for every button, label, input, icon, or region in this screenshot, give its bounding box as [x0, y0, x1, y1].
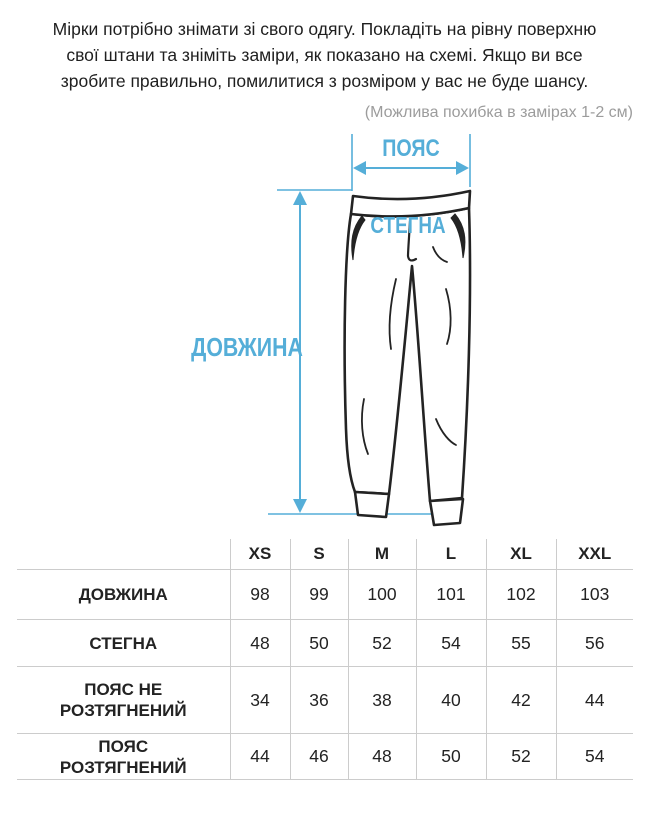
size-column-header: XS [230, 539, 290, 570]
row-label-text: СТЕГНА [89, 633, 158, 653]
size-value-cell: 40 [416, 667, 486, 734]
size-value-cell: 52 [486, 734, 556, 780]
tolerance-note: (Можлива похибка в замірах 1-2 см) [364, 104, 633, 121]
size-value-cell: 102 [486, 570, 556, 620]
size-value-cell: 103 [556, 570, 633, 620]
size-column-header: XXL [556, 539, 633, 570]
size-value-cell: 50 [416, 734, 486, 780]
size-value-cell: 38 [348, 667, 416, 734]
size-value-cell: 100 [348, 570, 416, 620]
size-value-cell: 52 [348, 620, 416, 667]
size-value-cell: 54 [556, 734, 633, 780]
size-value-cell: 48 [230, 620, 290, 667]
size-value-cell: 48 [348, 734, 416, 780]
length-label: ДОВЖИНА [191, 332, 303, 362]
size-value-cell: 55 [486, 620, 556, 667]
size-value-cell: 44 [230, 734, 290, 780]
size-chart-table [17, 539, 633, 780]
size-value-cell: 44 [556, 667, 633, 734]
size-value-cell: 34 [230, 667, 290, 734]
hips-label: СТЕГНА [370, 212, 446, 238]
size-value-cell: 50 [290, 620, 348, 667]
size-column-header: XL [486, 539, 556, 570]
pants-measurement-diagram [0, 129, 649, 539]
size-value-cell: 99 [290, 570, 348, 620]
size-value-cell: 46 [290, 734, 348, 780]
table-row-hips [17, 620, 633, 667]
waist-label: ПОЯС [382, 135, 440, 162]
size-value-cell: 98 [230, 570, 290, 620]
size-table-corner [17, 539, 230, 570]
size-value-cell: 101 [416, 570, 486, 620]
size-column-header: L [416, 539, 486, 570]
row-label-text: ПОЯС РОЗТЯГНЕНИЙ [59, 736, 187, 777]
size-value-cell: 36 [290, 667, 348, 734]
table-row-length [17, 570, 633, 620]
pants-diagram-art [0, 129, 649, 539]
row-label [17, 734, 230, 780]
row-label-text: ДОВЖИНА [78, 585, 168, 604]
table-row-waist-unstretched [17, 667, 633, 734]
size-value-cell: 56 [556, 620, 633, 667]
pants-outline [345, 191, 470, 525]
size-column-header: M [348, 539, 416, 570]
size-header-row [17, 539, 633, 570]
row-label [17, 667, 230, 734]
size-column-header: S [290, 539, 348, 570]
size-value-cell: 54 [416, 620, 486, 667]
row-label [17, 620, 230, 667]
row-label-text: ПОЯС НЕ РОЗТЯГНЕНИЙ [59, 680, 187, 720]
size-value-cell: 42 [486, 667, 556, 734]
table-row-waist-stretched [17, 734, 633, 780]
measurement-instructions: Мірки потрібно знімати зі свого одягу. Покладіть на рівну поверхню свої штани та зніміть заміри, як показано на схемі. Якщо ви все зробите правильно, помилитися з розміром у вас не буде шансу. [52, 19, 597, 91]
row-label [17, 570, 230, 620]
